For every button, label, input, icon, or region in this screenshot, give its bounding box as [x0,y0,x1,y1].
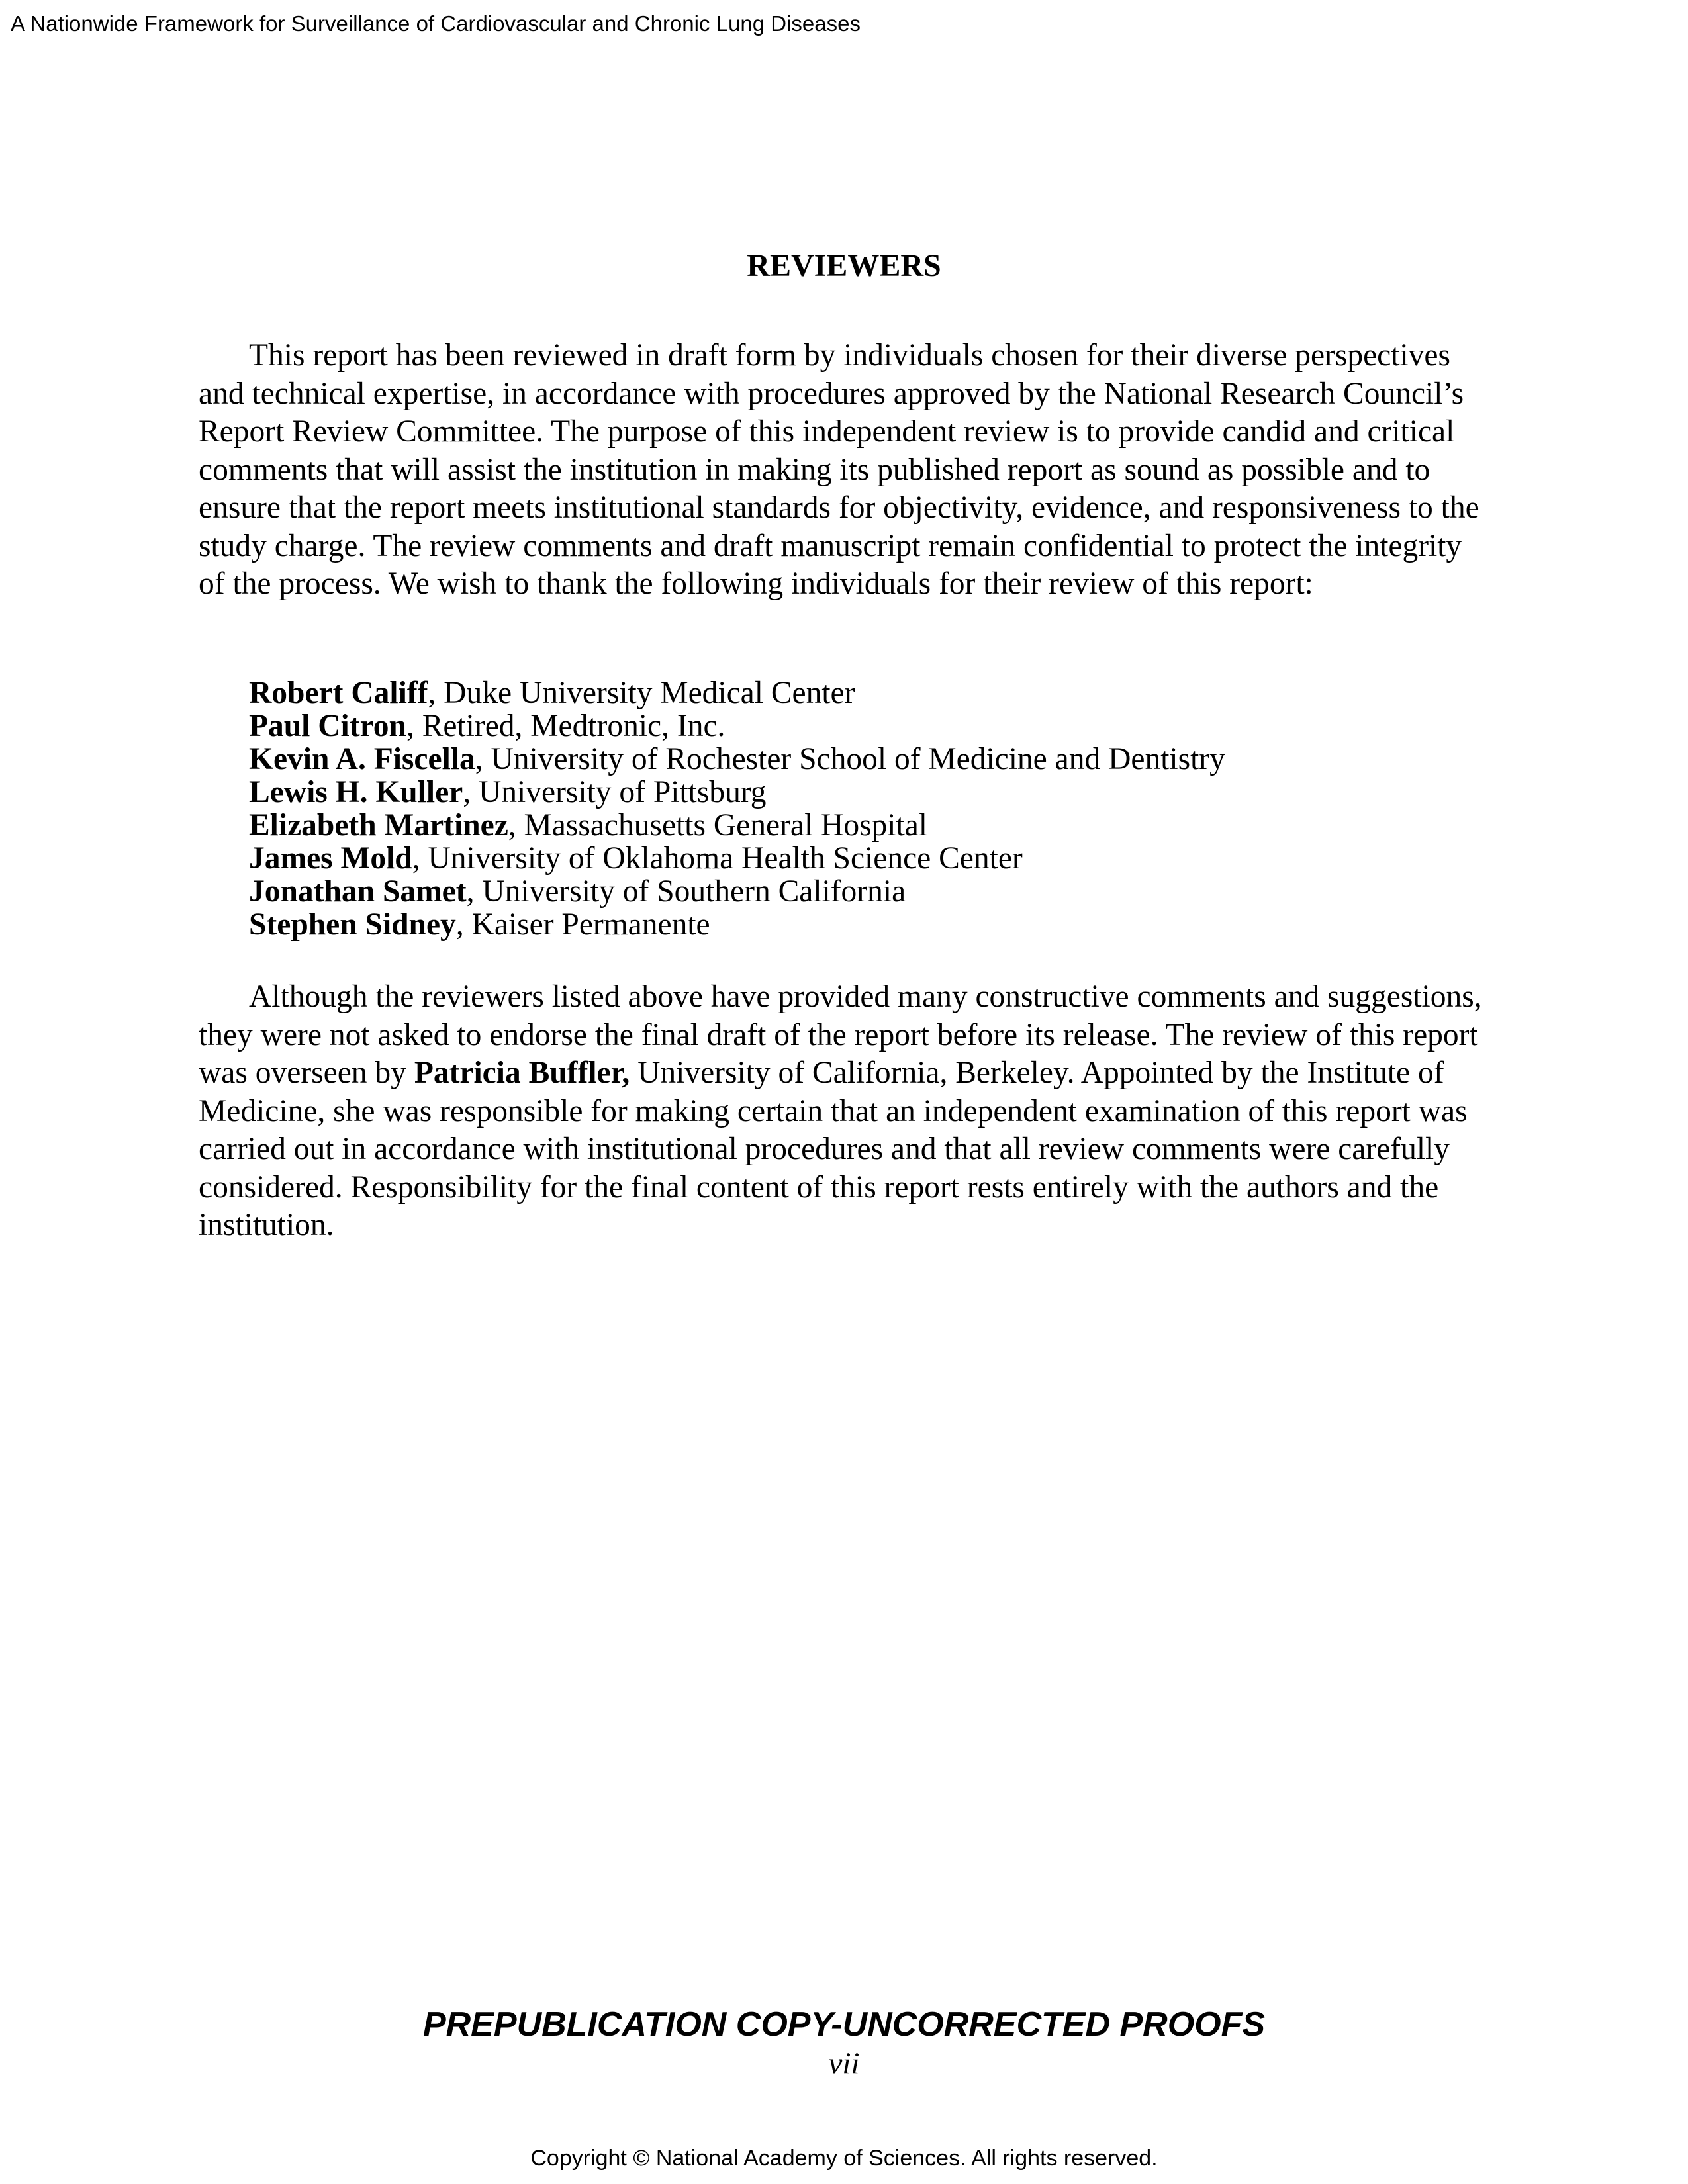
reviewer-affiliation: , Retired, Medtronic, Inc. [406,709,726,743]
reviewer-name: Kevin A. Fiscella [249,742,475,776]
reviewer-affiliation: , University of Oklahoma Health Science Center [412,841,1023,876]
page-title: REVIEWERS [747,248,941,283]
reviewer-name: Lewis H. Kuller [249,775,463,809]
reviewer-item [249,709,1225,743]
reviewer-affiliation: , Duke University Medical Center [428,676,855,710]
closing-text-part1: Although the reviewers listed above have provided many constructive comments and suggestions, they were not asked to endorse the final draft of the report before its release. The review of this report was overseen by [199,979,1482,1090]
reviewer-affiliation: , Massachusetts General Hospital [508,808,927,842]
overseer-name: Patricia Buffler, [414,1056,630,1090]
copyright-notice: Copyright © National Academy of Sciences. All rights reserved. [530,2146,1158,2171]
reviewer-item [249,809,1225,842]
reviewer-item [249,875,1225,908]
reviewer-name: Stephen Sidney [249,907,456,942]
reviewer-item [249,743,1225,776]
reviewer-name: Elizabeth Martinez [249,808,508,842]
reviewer-name: Paul Citron [249,709,406,743]
reviewer-item [249,776,1225,809]
reviewer-affiliation: , University of Southern California [466,874,906,909]
reviewer-list [249,676,1225,941]
closing-paragraph [199,978,1489,1245]
running-head: A Nationwide Framework for Surveillance of Cardiovascular and Chronic Lung Diseases [11,11,861,36]
reviewer-name: James Mold [249,841,412,876]
reviewer-item [249,676,1225,709]
intro-paragraph: This report has been reviewed in draft form by individuals chosen for their diverse perspectives and technical expertise, in accordance with procedures approved by the National Research Council’s Report Review Committee. The purpose of this independent review is to provide candid and critical comments that will assist the institution in making its published report as sound as possible and to ensure that the report meets institutional standards for objectivity, evidence, and responsiveness to the study charge. The review comments and draft manuscript remain confidential to protect the integrity of the process. We wish to thank the following individuals for their review of this report: [199,338,1479,601]
reviewer-item [249,908,1225,941]
reviewer-name: Jonathan Samet [249,874,467,909]
reviewer-affiliation: , University of Pittsburg [463,775,767,809]
page-number: vii [828,2046,860,2081]
reviewer-item [249,842,1225,875]
reviewer-affiliation: , Kaiser Permanente [455,907,710,942]
closing-text-part2: University of California, Berkeley. Appointed by the Institute of Medicine, she was responsible for making certain that an independent examination of this report was carried out in accordance with institutional procedures and that all review comments were carefully considered. Responsibility for the final content of this report rests entirely with the authors and the institution. [199,1056,1468,1242]
prepublication-notice: PREPUBLICATION COPY-UNCORRECTED PROOFS [422,2005,1266,2044]
reviewer-affiliation: , University of Rochester School of Medicine and Dentistry [475,742,1225,776]
reviewer-name: Robert Califf [249,676,428,710]
